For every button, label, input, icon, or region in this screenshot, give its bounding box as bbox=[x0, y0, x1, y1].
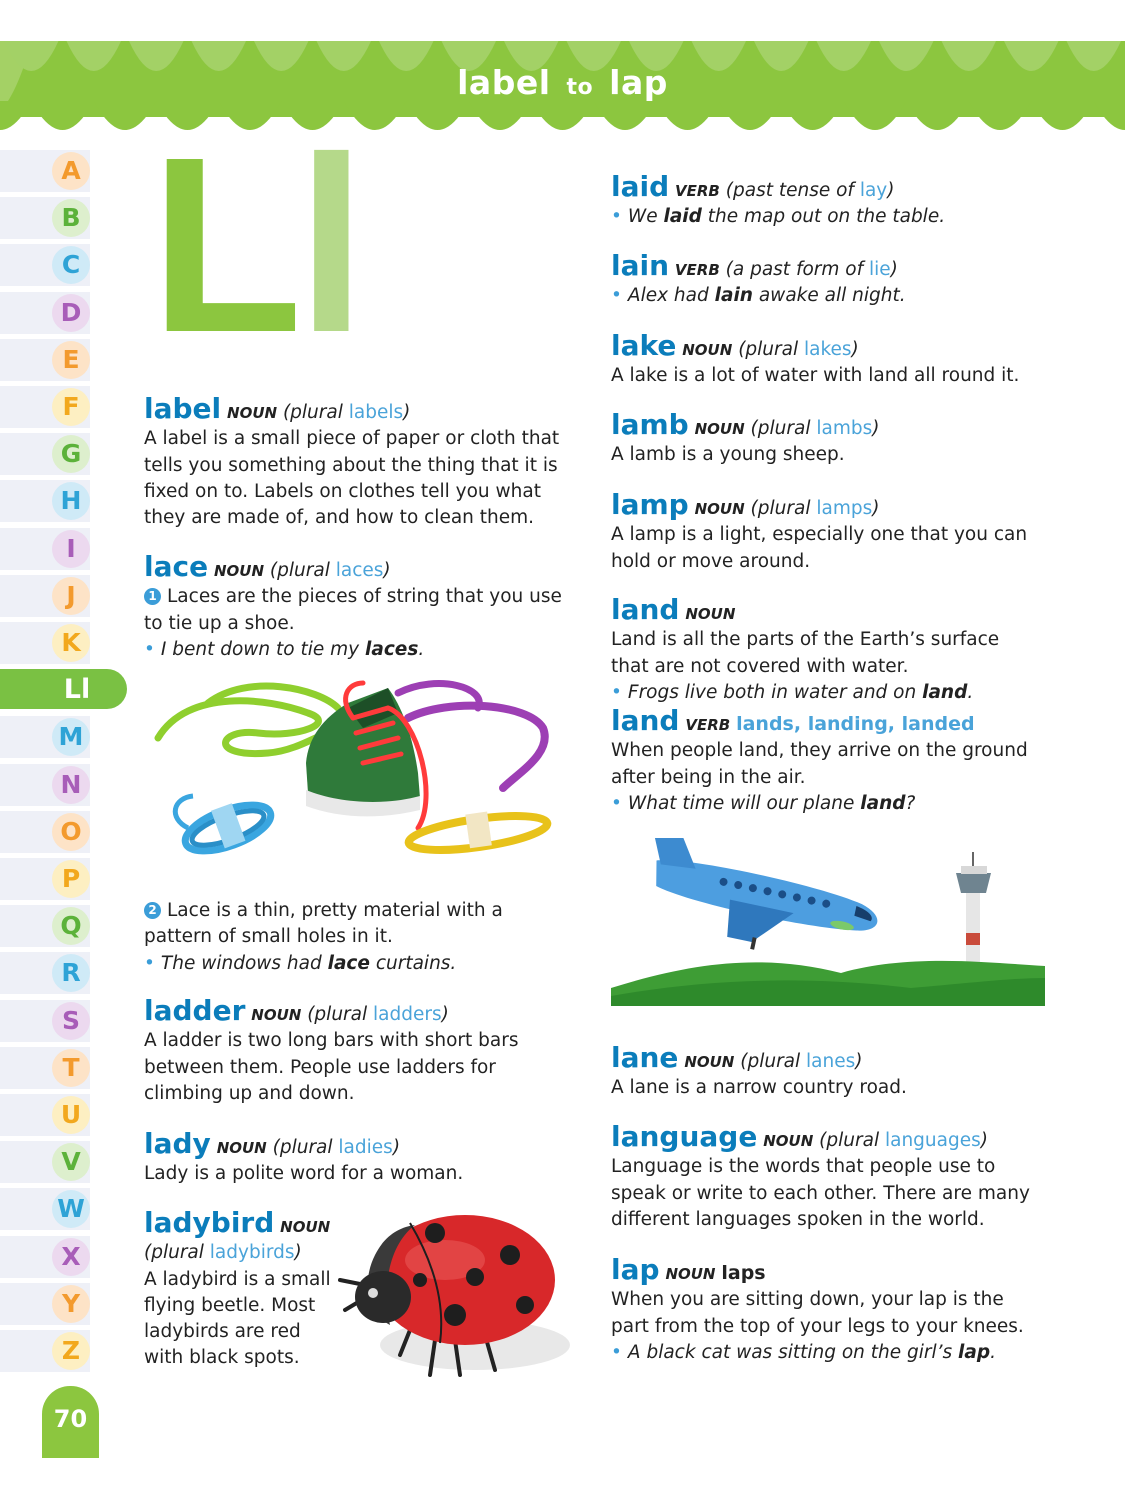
headword: lane bbox=[611, 1041, 679, 1074]
entry-lamb: lamb NOUN (plural lambs) A lamb is a young sheep. bbox=[611, 412, 1041, 469]
alphabet-letter: J bbox=[52, 577, 90, 615]
alphabet-letter: F bbox=[52, 388, 90, 426]
alphabet-letter: A bbox=[52, 152, 90, 190]
alphabet-letter: I bbox=[52, 530, 90, 568]
alphabet-letter: Q bbox=[52, 907, 90, 945]
headword: lace bbox=[144, 550, 209, 583]
alphabet-letter: Y bbox=[52, 1285, 90, 1323]
headword: language bbox=[611, 1120, 758, 1153]
alphabet-letter: E bbox=[52, 341, 90, 379]
headword: land bbox=[611, 593, 680, 626]
alphabet-letter: O bbox=[52, 813, 90, 851]
headword: lamp bbox=[611, 488, 689, 521]
page-number: 70 bbox=[42, 1386, 99, 1458]
alphabet-letter: M bbox=[52, 718, 90, 756]
alphabet-tab-m[interactable] bbox=[0, 716, 90, 763]
entry-label: label NOUN (plural labels) A label is a small piece of paper or cloth that tells you something about the thing that it is fixed on to. Labels on clothes tell you what they are made of, and how to clean them. bbox=[144, 396, 564, 531]
definition: A label is a small piece of paper or cloth that tells you something about the thing that it is fixed on to. Labels on clothes tell you what they are made of, and how to clean them. bbox=[144, 428, 560, 529]
alphabet-tab-d[interactable] bbox=[0, 292, 90, 339]
definition: Language is the words that people use to speak or write to each other. There are many different languages spoken in the world. bbox=[611, 1156, 1030, 1230]
headword: lain bbox=[611, 249, 670, 282]
ladybird-illustration bbox=[335, 1205, 580, 1389]
entry-language: language NOUN (plural languages) Language is the words that people use to speak or write to each other. There are many different languages spoken in the world. bbox=[611, 1124, 1041, 1233]
entry-ladybird: ladybird NOUN (plural ladybirds) A ladybird is a small flying beetle. Most ladybirds are red with black spots. bbox=[144, 1210, 340, 1372]
alphabet-letter: B bbox=[52, 199, 90, 237]
alphabet-tab-b[interactable] bbox=[0, 197, 90, 244]
alphabet-letter: H bbox=[52, 482, 90, 520]
headword: label bbox=[144, 392, 222, 425]
alphabet-tab-s[interactable] bbox=[0, 1000, 90, 1047]
entry-lace-sense2: 2 Lace is a thin, pretty material with a pattern of small holes in it. • The windows had lace curtains. bbox=[144, 900, 503, 974]
sense-number: 1 bbox=[144, 588, 161, 605]
alphabet-tab-z[interactable] bbox=[0, 1330, 90, 1377]
alphabet-tab-a[interactable] bbox=[0, 150, 90, 197]
definition: A lake is a lot of water with land all round it. bbox=[611, 365, 1020, 387]
alphabet-letter: T bbox=[52, 1049, 90, 1087]
headword: lap bbox=[611, 1253, 660, 1286]
alphabet-tab-g[interactable] bbox=[0, 433, 90, 480]
entry-lain: lain VERB (a past form of lie) • Alex had lain awake all night. bbox=[611, 249, 906, 307]
definition: A lamp is a light, especially one that you can hold or move around. bbox=[611, 524, 1028, 572]
headword: ladder bbox=[144, 994, 246, 1027]
alphabet-tab-q[interactable] bbox=[0, 905, 90, 952]
alphabet-tab-i[interactable] bbox=[0, 528, 90, 575]
definition: Land is all the parts of the Earth’s surface that are not covered with water. bbox=[611, 629, 1000, 677]
definition: Lady is a polite word for a woman. bbox=[144, 1163, 464, 1185]
headword: lake bbox=[611, 329, 677, 362]
definition: When you are sitting down, your lap is the part from the top of your legs to your knees. bbox=[611, 1289, 1024, 1337]
headword: laid bbox=[611, 170, 670, 203]
alphabet-letter: K bbox=[52, 624, 90, 662]
entry-lake: lake NOUN (plural lakes) A lake is a lot of water with land all round it. bbox=[611, 333, 1041, 390]
alphabet-tab-u[interactable] bbox=[0, 1094, 90, 1141]
headword: lamb bbox=[611, 408, 689, 441]
alphabet-tab-e[interactable] bbox=[0, 339, 90, 386]
entry-laid: laid VERB (past tense of lay) • We laid the map out on the table. bbox=[611, 170, 946, 228]
headword: ladybird bbox=[144, 1206, 275, 1239]
alphabet-letter: G bbox=[52, 435, 90, 473]
entry-lace: lace NOUN (plural laces) 1 Laces are the pieces of string that you use to tie up a shoe. • I bent down to tie my laces. bbox=[144, 550, 562, 660]
alphabet-tab-c[interactable] bbox=[0, 244, 90, 291]
definition: A ladybird is a small flying beetle. Most ladybirds are red with black spots. bbox=[144, 1268, 331, 1369]
sense-number: 2 bbox=[144, 902, 161, 919]
alphabet-tab-y[interactable] bbox=[0, 1283, 90, 1330]
shoe-laces-illustration bbox=[148, 678, 558, 872]
alphabet-letter: Z bbox=[52, 1332, 90, 1370]
alphabet-letter: R bbox=[52, 954, 90, 992]
alphabet-letter: V bbox=[52, 1143, 90, 1181]
alphabet-tab-w[interactable] bbox=[0, 1188, 90, 1235]
alphabet-tab-r[interactable] bbox=[0, 952, 90, 999]
definition: A lamb is a young sheep. bbox=[611, 444, 845, 466]
alphabet-tab-o[interactable] bbox=[0, 811, 90, 858]
entry-ladder: ladder NOUN (plural ladders) A ladder is two long bars with short bars between them. People use ladders for climbing up and down. bbox=[144, 998, 564, 1107]
alphabet-letter: Ll bbox=[63, 674, 91, 706]
alphabet-letter: W bbox=[52, 1190, 90, 1228]
entry-land-verb: land VERB lands, landing, landed When people land, they arrive on the ground after being in the air. • What time will our plane land? bbox=[611, 708, 1041, 817]
alphabet-letter: S bbox=[52, 1002, 90, 1040]
alphabet-tab-x[interactable] bbox=[0, 1236, 90, 1283]
alphabet-letter: X bbox=[52, 1238, 90, 1276]
alphabet-tab-k[interactable] bbox=[0, 622, 90, 669]
definition: A lane is a narrow country road. bbox=[611, 1077, 907, 1099]
alphabet-tab-j[interactable] bbox=[0, 575, 90, 622]
alphabet-letter: C bbox=[52, 246, 90, 284]
alphabet-letter: D bbox=[52, 294, 90, 332]
airplane-landing-illustration bbox=[611, 838, 1045, 1010]
section-letter: Ll bbox=[150, 105, 367, 384]
alphabet-tab-v[interactable] bbox=[0, 1141, 90, 1188]
alphabet-tab-n[interactable] bbox=[0, 764, 90, 811]
alphabet-tab-t[interactable] bbox=[0, 1047, 90, 1094]
definition: A ladder is two long bars with short bars between them. People use ladders for climbing up and down. bbox=[144, 1030, 519, 1104]
alphabet-letter: N bbox=[52, 766, 90, 804]
alphabet-tab-p[interactable] bbox=[0, 858, 90, 905]
alphabet-tab-f[interactable] bbox=[0, 386, 90, 433]
entry-land-noun: land NOUN Land is all the parts of the Earth’s surface that are not covered with water. • Frogs live both in water and on land. bbox=[611, 597, 1041, 706]
alphabet-index bbox=[0, 150, 130, 1390]
alphabet-tab-h[interactable] bbox=[0, 480, 90, 527]
entry-lamp: lamp NOUN (plural lamps) A lamp is a light, especially one that you can hold or move around. bbox=[611, 492, 1041, 575]
entry-lady: lady NOUN (plural ladies) Lady is a polite word for a woman. bbox=[144, 1131, 564, 1188]
definition: When people land, they arrive on the ground after being in the air. bbox=[611, 740, 1028, 788]
alphabet-letter: P bbox=[52, 860, 90, 898]
alphabet-tab-ll[interactable] bbox=[0, 669, 127, 709]
headword: land bbox=[611, 704, 680, 737]
headword: lady bbox=[144, 1127, 211, 1160]
entry-lap: lap NOUN laps When you are sitting down, your lap is the part from the top of your legs to your knees. • A black cat was sitting on the girl’s lap. bbox=[611, 1257, 1041, 1366]
entry-lane: lane NOUN (plural lanes) A lane is a narrow country road. bbox=[611, 1045, 1041, 1102]
page-title: label to lap bbox=[457, 63, 668, 102]
alphabet-letter: U bbox=[52, 1096, 90, 1134]
